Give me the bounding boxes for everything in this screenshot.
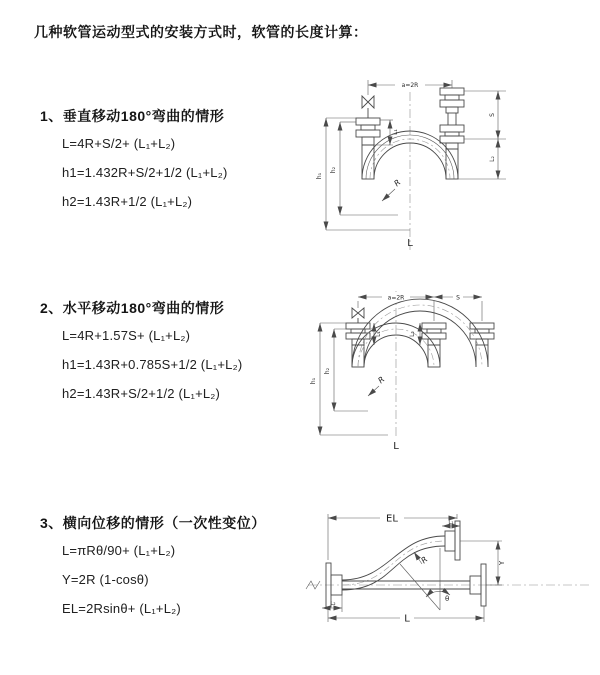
radius-label: R <box>376 374 387 386</box>
diagram-vertical-180-bend <box>310 64 595 264</box>
section-2-formula-h1: h1=1.43R+0.785S+1/2 (L₁+L₂) <box>62 357 243 372</box>
dim-l2-label: L₂ <box>489 156 496 162</box>
dimensions <box>322 512 506 625</box>
dim-s-label: S <box>489 113 496 117</box>
dim-span-label: a=2R <box>387 294 405 302</box>
section-3-formula-L: L=πRθ/90+ (L₁+L₂) <box>62 543 176 558</box>
valve-icon <box>358 308 364 318</box>
section-1-formula-L: L=4R+S/2+ (L₁+L₂) <box>62 136 176 151</box>
section-3-formula-Y: Y=2R (1-cosθ) <box>62 572 149 587</box>
angle-theta-label: θ <box>445 595 450 603</box>
radius-label: R <box>392 177 403 189</box>
length-label: L <box>407 238 413 249</box>
displaced-s-curve-hose <box>342 521 460 590</box>
length-label: L <box>393 441 399 452</box>
braided-hose-section <box>362 145 374 179</box>
dim-y-label: Y <box>498 560 506 566</box>
dim-span-label: a=2R <box>401 82 419 89</box>
dim-h2-label: h₂ <box>324 367 331 375</box>
section-1-formula-h1: h1=1.432R+S/2+1/2 (L₁+L₂) <box>62 165 228 180</box>
section-1-heading: 1、垂直移动180°弯曲的情形 <box>40 108 225 124</box>
length-label: L <box>404 613 410 625</box>
displaced-pipe-assembly <box>470 323 494 367</box>
dim-l2-label: L₂ <box>409 331 416 337</box>
section-2-heading: 2、水平移动180°弯曲的情形 <box>40 300 225 316</box>
dim-l1-label: L₁ <box>448 520 454 526</box>
dim-h1-label: h₁ <box>316 172 323 180</box>
valve-icon <box>368 96 374 108</box>
right-pipe-assembly <box>440 80 464 179</box>
left-pipe-assembly <box>346 308 370 367</box>
page-title: 几种软管运动型式的安装方式时，软管的长度计算： <box>34 24 368 40</box>
dim-s-label: S <box>456 294 460 302</box>
diagram-lateral-displacement <box>298 502 598 652</box>
dim-h2-label: h₂ <box>330 166 337 174</box>
section-2-formula-h2: h2=1.43R+S/2+1/2 (L₁+L₂) <box>62 386 221 401</box>
dim-el-label: EL <box>386 513 398 525</box>
valve-icon <box>352 308 358 318</box>
section-2-formula-L: L=4R+1.57S+ (L₁+L₂) <box>62 328 191 343</box>
dimensions-top <box>358 292 482 321</box>
section-3-heading: 3、横向位移的情形（一次性变位） <box>40 515 266 531</box>
diagram-horizontal-180-bend <box>308 283 598 468</box>
left-pipe-assembly <box>356 80 380 179</box>
section-3-formula-EL: EL=2Rsinθ+ (L₁+L₂) <box>62 601 181 616</box>
valve-icon <box>362 96 368 108</box>
dimensions <box>316 79 506 249</box>
dim-l1-label: L₁ <box>375 331 382 337</box>
dimensions-side <box>310 323 420 452</box>
dim-h1-label: h₁ <box>310 377 317 385</box>
dim-l2-label: L₂ <box>330 601 336 607</box>
radius-label: R <box>419 554 430 566</box>
dim-l1-label: L₁ <box>392 129 399 135</box>
section-1-formula-h2: h2=1.43R+1/2 (L₁+L₂) <box>62 194 193 209</box>
